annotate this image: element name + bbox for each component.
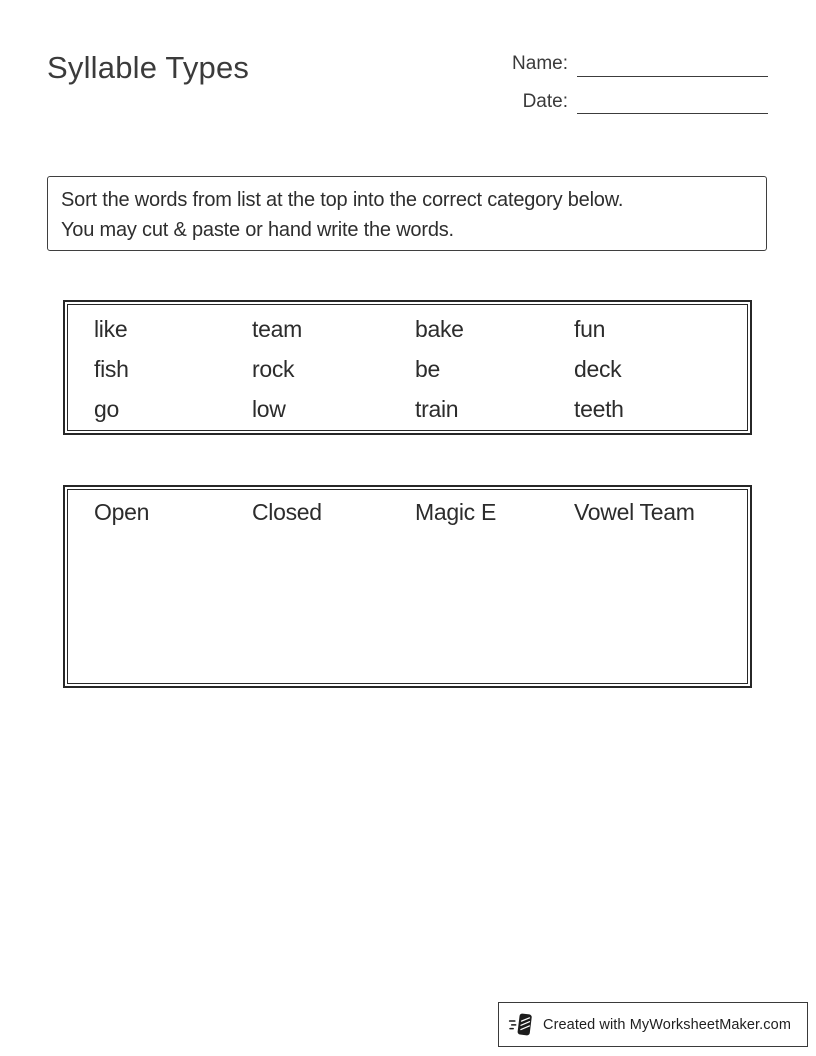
word-bank-word: go (94, 396, 119, 422)
word-bank-word: like (94, 316, 128, 342)
page-title: Syllable Types (47, 50, 250, 85)
credit-badge (498, 1002, 808, 1047)
word-bank-word: fun (574, 316, 606, 342)
word-bank-word: fish (94, 356, 129, 382)
category-header-row (68, 490, 747, 532)
category-open: Open (94, 499, 150, 525)
category-inner-border (67, 489, 748, 684)
name-label: Name: (512, 53, 568, 74)
name-blank-line (577, 76, 768, 77)
word-bank-word: teeth (574, 396, 624, 422)
category-vowel-team: Vowel Team (574, 499, 695, 525)
instructions-line-1: Sort the words from list at the top into the correct category below. (61, 189, 624, 211)
word-bank-inner-border (67, 304, 748, 431)
category-magic-e: Magic E (415, 499, 496, 525)
word-bank-word: be (415, 356, 440, 382)
word-bank-word: team (252, 316, 302, 342)
word-bank-word: train (415, 396, 459, 422)
category-closed: Closed (252, 499, 322, 525)
instructions-box (47, 176, 767, 251)
word-bank-word: deck (574, 356, 622, 382)
word-bank-word: rock (252, 356, 295, 382)
credit-text: Created with MyWorksheetMaker.com (543, 1016, 792, 1033)
date-label: Date: (522, 91, 568, 112)
date-blank-line (577, 113, 768, 114)
word-bank-word: bake (415, 316, 464, 342)
category-sort-box (63, 485, 752, 688)
word-bank-grid (68, 305, 747, 429)
word-bank-box (63, 300, 752, 435)
worksheet-maker-logo-icon (508, 1011, 535, 1038)
instructions-line-2: You may cut & paste or hand write the words. (61, 219, 454, 241)
word-bank-word: low (252, 396, 286, 422)
